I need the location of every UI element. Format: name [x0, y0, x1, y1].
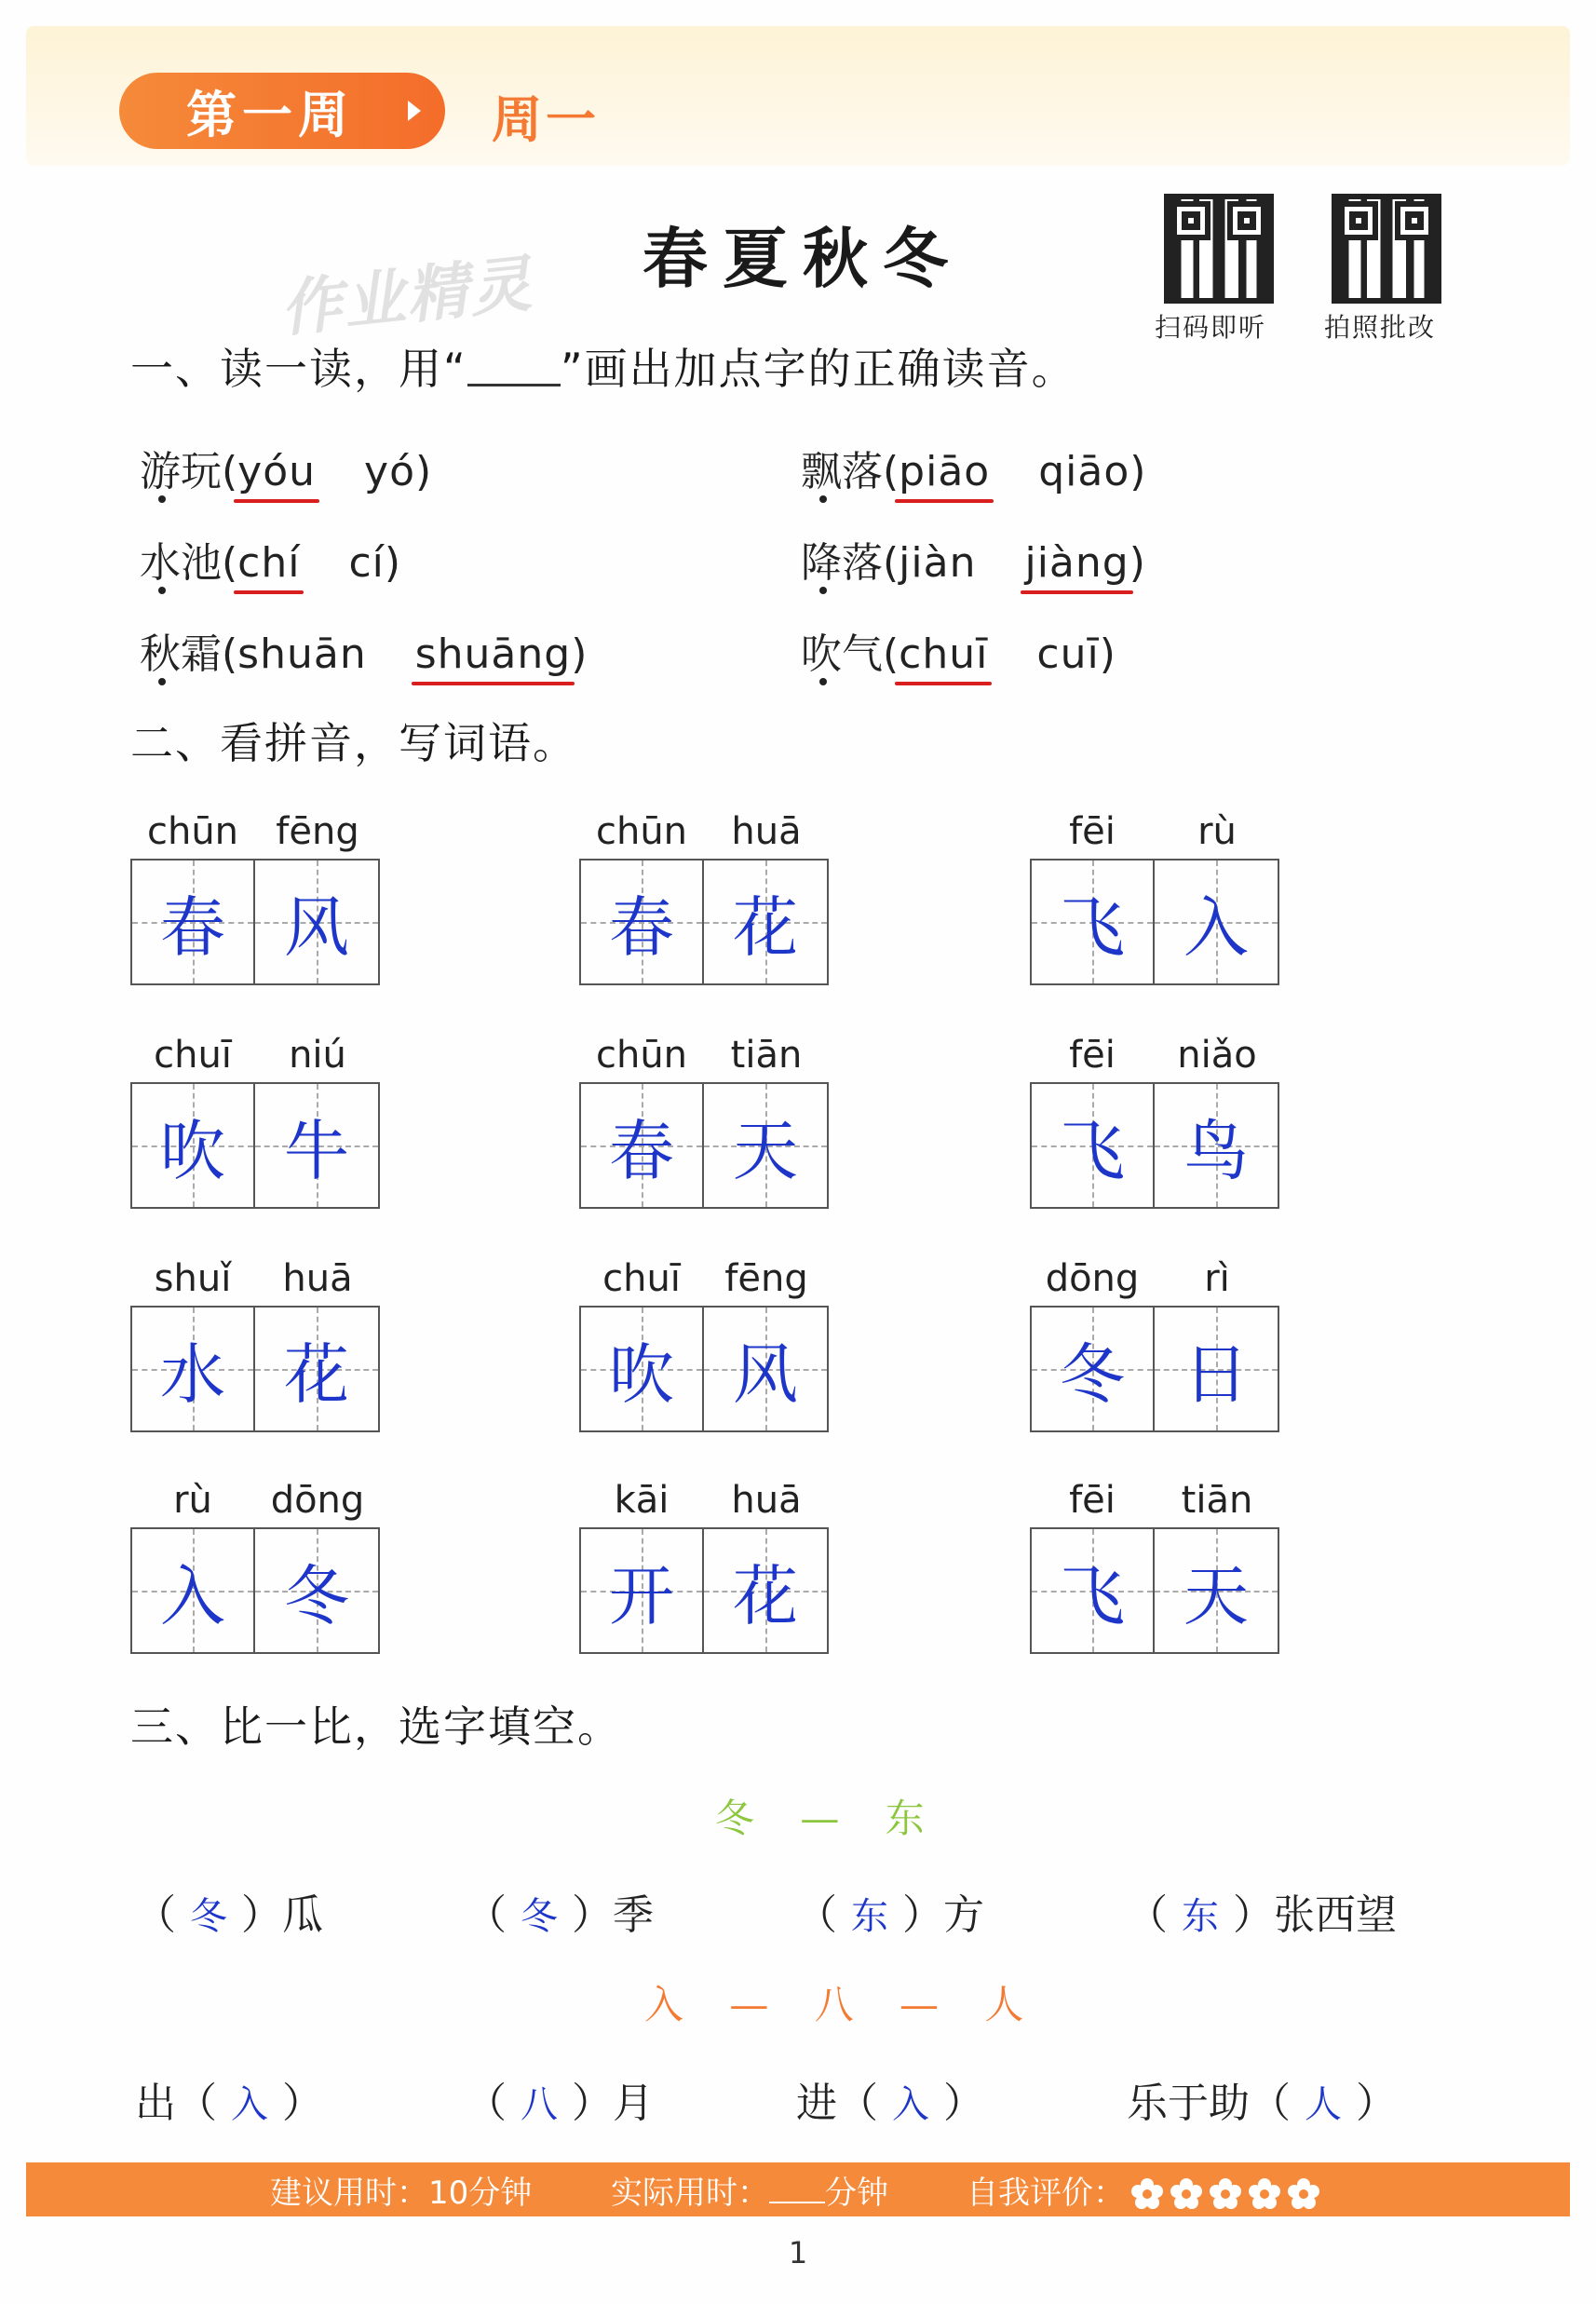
- pinyin-option-1[interactable]: shuān: [237, 630, 367, 678]
- tian-grid: [1030, 1306, 1279, 1432]
- target-word: 水池: [140, 539, 222, 587]
- emphasis-dot: [158, 495, 166, 503]
- pinyin-2: fēng: [724, 1257, 808, 1300]
- emphasis-dot: [158, 678, 166, 685]
- char-cell[interactable]: 飞: [1032, 1529, 1155, 1652]
- answer-blank[interactable]: 冬: [190, 1895, 227, 1938]
- char-cell[interactable]: 入: [132, 1529, 255, 1652]
- char-cell[interactable]: 牛: [255, 1084, 378, 1207]
- char-cell[interactable]: 春: [581, 1084, 704, 1207]
- pinyin-2: huā: [731, 1479, 802, 1522]
- answer-blank[interactable]: 入: [231, 2083, 268, 2126]
- pinyin-2: tiān: [730, 1034, 803, 1077]
- pronunciation-item: 水池(chí cí): [140, 529, 400, 589]
- suggested-time: 建议用时：10分钟: [270, 2174, 533, 2212]
- qr-code-listen[interactable]: [1164, 194, 1274, 304]
- pinyin-1: shuǐ: [154, 1257, 232, 1300]
- char-cell[interactable]: 天: [704, 1084, 827, 1207]
- pinyin-1: chūn: [595, 1034, 688, 1077]
- char-cell[interactable]: 天: [1155, 1529, 1278, 1652]
- section2-title: 二、看拼音，写词语。: [130, 718, 577, 768]
- pinyin-2: rù: [1197, 810, 1237, 853]
- actual-time: 实际用时： 分钟: [611, 2174, 888, 2212]
- char-cell[interactable]: 花: [704, 1529, 827, 1652]
- pinyin-option-2[interactable]: cí: [348, 539, 385, 587]
- tian-grid: [579, 1082, 829, 1209]
- tian-grid: [1030, 1527, 1279, 1654]
- pinyin-1: fēi: [1069, 810, 1116, 853]
- target-word: 游玩: [140, 448, 222, 495]
- pronunciation-item: 吹气(chuī cuī): [801, 620, 1116, 680]
- answer-blank[interactable]: 东: [851, 1895, 888, 1938]
- tian-grid: [1030, 859, 1279, 985]
- char-cell[interactable]: 吹: [581, 1308, 704, 1430]
- pinyin-option-1[interactable]: yóu: [237, 448, 317, 495]
- answer-blank[interactable]: 冬: [521, 1895, 558, 1938]
- compare-head-2: 入 — 八 — 人: [644, 1982, 1041, 2027]
- pinyin-1: chūn: [146, 810, 239, 853]
- chevron-right-icon: [408, 101, 421, 121]
- pinyin-1: kāi: [614, 1479, 670, 1522]
- flower-icon[interactable]: [1209, 2177, 1242, 2211]
- char-cell[interactable]: 日: [1155, 1308, 1278, 1430]
- char-cell[interactable]: 花: [704, 861, 827, 983]
- footer-bar: [26, 2162, 1570, 2216]
- target-word: 飘落: [801, 448, 883, 495]
- pinyin-1: chuī: [602, 1257, 681, 1300]
- fill-blank-item: （ 冬 ）季: [466, 1881, 654, 1941]
- pinyin-2: niú: [289, 1034, 346, 1077]
- pinyin-1: dōng: [1045, 1257, 1140, 1300]
- emphasis-dot: [819, 495, 827, 503]
- qr-code-grade[interactable]: [1332, 194, 1441, 304]
- tian-grid: [579, 1306, 829, 1432]
- pinyin-2: huā: [731, 810, 802, 853]
- section3-title: 三、比一比，选字填空。: [130, 1701, 622, 1752]
- pinyin-option-2[interactable]: cuī: [1036, 630, 1100, 678]
- pinyin-option-2[interactable]: shuāng: [414, 630, 572, 678]
- pinyin-option-1[interactable]: chí: [237, 539, 301, 587]
- char-cell[interactable]: 飞: [1032, 861, 1155, 983]
- answer-blank[interactable]: 东: [1182, 1895, 1219, 1938]
- char-cell[interactable]: 春: [132, 861, 255, 983]
- pronunciation-item: 降落(jiàn jiàng): [801, 529, 1145, 589]
- pinyin-2: dōng: [270, 1479, 365, 1522]
- char-cell[interactable]: 春: [581, 861, 704, 983]
- fill-blank-item: （ 东 ）张西望: [1127, 1881, 1397, 1941]
- answer-blank[interactable]: 人: [1305, 2083, 1342, 2126]
- emphasis-dot: [158, 587, 166, 594]
- pinyin-1: chūn: [595, 810, 688, 853]
- fill-blank-item: 乐于助（ 人 ）: [1127, 2069, 1397, 2129]
- emphasis-dot: [819, 678, 827, 685]
- qr-caption-grade: 拍照批改: [1324, 312, 1437, 343]
- tian-grid: [130, 1527, 380, 1654]
- week-label: 第一周: [186, 85, 354, 144]
- fill-blank-item: （ 东 ）方: [796, 1881, 984, 1941]
- watermark-logo: 作业精灵: [277, 247, 536, 346]
- section1-title: 一、读一读，用“ ”画出加点字的正确读音。: [130, 344, 1076, 394]
- pronunciation-item: 游玩(yóu yó): [140, 438, 431, 497]
- pronunciation-item: 秋霜(shuān shuāng): [140, 620, 587, 680]
- pinyin-2: niǎo: [1177, 1034, 1257, 1077]
- fill-blank-item: （ 八 ）月: [466, 2069, 654, 2129]
- pinyin-option-1[interactable]: piāo: [899, 448, 991, 495]
- fill-blank-item: 出（ 入 ）: [135, 2069, 323, 2129]
- char-cell[interactable]: 鸟: [1155, 1084, 1278, 1207]
- week-badge: [119, 73, 445, 149]
- tian-grid: [1030, 1082, 1279, 1209]
- char-cell[interactable]: 入: [1155, 861, 1278, 983]
- tian-grid: [130, 1082, 380, 1209]
- page-title: 春夏秋冬: [642, 220, 963, 297]
- flower-icon[interactable]: [1287, 2177, 1320, 2211]
- compare-head-1: 冬 — 东: [715, 1796, 941, 1841]
- flower-icon[interactable]: [1130, 2177, 1164, 2211]
- char-cell[interactable]: 风: [255, 861, 378, 983]
- emphasis-dot: [819, 587, 827, 594]
- pinyin-1: fēi: [1069, 1034, 1116, 1077]
- char-cell[interactable]: 花: [255, 1308, 378, 1430]
- pinyin-1: chuī: [154, 1034, 232, 1077]
- pinyin-2: huā: [282, 1257, 353, 1300]
- flower-icon[interactable]: [1248, 2177, 1281, 2211]
- pinyin-2: fēng: [276, 810, 359, 853]
- day-label: 周一: [492, 90, 600, 149]
- pinyin-2: tiān: [1181, 1479, 1253, 1522]
- tian-grid: [579, 1527, 829, 1654]
- char-cell[interactable]: 冬: [1032, 1308, 1155, 1430]
- pinyin-option-2[interactable]: jiàng: [1024, 539, 1129, 587]
- underline-blank: [467, 359, 561, 386]
- flower-icon[interactable]: [1170, 2177, 1203, 2211]
- pronunciation-item: 飘落(piāo qiāo): [801, 438, 1145, 497]
- pinyin-option-1[interactable]: chuī: [899, 630, 989, 678]
- page-number: 1: [788, 2235, 808, 2270]
- tian-grid: [130, 1306, 380, 1432]
- char-cell[interactable]: 吹: [132, 1084, 255, 1207]
- pinyin-option-2[interactable]: yó: [364, 448, 415, 495]
- pinyin-option-1[interactable]: jiàn: [899, 539, 977, 587]
- qr-caption-listen: 扫码即听: [1155, 312, 1267, 343]
- target-word: 降落: [801, 539, 883, 587]
- target-word: 秋霜: [140, 630, 222, 678]
- target-word: 吹气: [801, 630, 883, 678]
- char-cell[interactable]: 水: [132, 1308, 255, 1430]
- answer-blank[interactable]: 入: [892, 2083, 929, 2126]
- actual-time-blank[interactable]: [769, 2179, 825, 2203]
- char-cell[interactable]: 风: [704, 1308, 827, 1430]
- answer-blank[interactable]: 八: [521, 2083, 558, 2126]
- tian-grid: [130, 859, 380, 985]
- char-cell[interactable]: 开: [581, 1529, 704, 1652]
- char-cell[interactable]: 飞: [1032, 1084, 1155, 1207]
- char-cell[interactable]: 冬: [255, 1529, 378, 1652]
- pinyin-option-2[interactable]: qiāo: [1038, 448, 1130, 495]
- fill-blank-item: 进（ 入 ）: [796, 2069, 984, 2129]
- pinyin-1: rù: [173, 1479, 212, 1522]
- pinyin-1: fēi: [1069, 1479, 1116, 1522]
- fill-blank-item: （ 冬 ）瓜: [135, 1881, 323, 1941]
- tian-grid: [579, 859, 829, 985]
- self-evaluation: 自我评价：: [967, 2167, 1320, 2213]
- pinyin-2: rì: [1204, 1257, 1230, 1300]
